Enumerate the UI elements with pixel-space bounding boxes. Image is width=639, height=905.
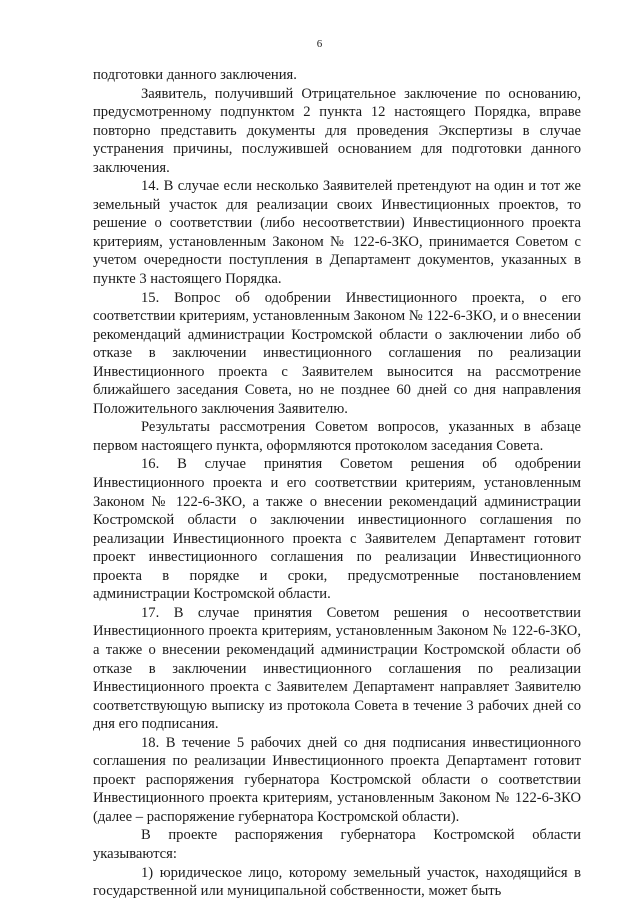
paragraph-clause-15: 15. Вопрос об одобрении Инвестиционного проекта, о его соответствии критериям, установленным Законом № 122-6-ЗКО, и о внесении рекомендаций администрации Костромской области о заключении либо об отказе в заключении инвестиционного соглашения по реализации Инвестиционного проекта с Заявителем выносится на рассмотрение ближайшего заседания Совета, но не позднее 60 дней со дня направления Положительного заключения Заявителю. <box>93 289 581 417</box>
paragraph-clause-14: 14. В случае если несколько Заявителей претендуют на один и тот же земельный участок для реализации своих Инвестиционных проектов, то решение о соответствии (либо несоответствии) Инвестиционного проекта критериям, установленным Законом № 122-6-ЗКО, принимается Советом с учетом очередности поступления в Департамент документов, указанных в пункте 3 настоящего Порядка. <box>93 178 581 288</box>
paragraph-clause-18-contents: В проекте распоряжения губернатора Костромской области указываются: <box>93 827 581 862</box>
paragraph-clause-15-results: Результаты рассмотрения Советом вопросов, указанных в абзаце первом настоящего пункта, оформляются протоколом заседания Совета. <box>93 419 581 454</box>
paragraph-clause-16: 16. В случае принятия Советом решения об одобрении Инвестиционного проекта и его соответствии критериям, установленным Законом № 122-6-ЗКО, а также о внесении рекомендаций администрации Костромской области о заключении инвестиционного соглашения по реализации Инвестиционного проекта с Заявителем Департамент готовит проект инвестиционного соглашения по реализации Инвестиционного проекта в порядке и сроки, предусмотренные постановлением администрации Костромской области. <box>93 456 581 603</box>
paragraph-continuation: подготовки данного заключения. <box>93 67 297 83</box>
paragraph-resubmission: Заявитель, получивший Отрицательное заключение по основанию, предусмотренному подпунктом 2 пункта 12 настоящего Порядка, вправе повторно представить документы для проведения Экспертизы в случае устранения причины, послужившей основанием для подготовки данного заключения. <box>93 85 581 176</box>
paragraph-clause-17: 17. В случае принятия Советом решения о несоответствии Инвестиционного проекта критериям, установленным Законом № 122-6-ЗКО, а также о внесении рекомендаций администрации Костромской области об отказе в заключении инвестиционного соглашения по реализации Инвестиционного проекта с Заявителем Департамент направляет Заявителю соответствующую выписку из протокола Совета в течение 3 рабочих дней со дня его подписания. <box>93 604 581 733</box>
paragraph-clause-18: 18. В течение 5 рабочих дней со дня подписания инвестиционного соглашения по реализации Инвестиционного проекта Департамент готовит проект распоряжения губернатора Костромской области о соответствии Инвестиционного проекта критериям, установленным Законом № 122-6-ЗКО (далее – распоряжение губернатора Костромской области). <box>93 734 581 825</box>
document-body <box>93 66 581 901</box>
page-number: 6 <box>316 38 323 50</box>
paragraph-clause-18-item-1: 1) юридическое лицо, которому земельный участок, находящийся в государственной или муниципальной собственности, может быть <box>93 864 581 900</box>
